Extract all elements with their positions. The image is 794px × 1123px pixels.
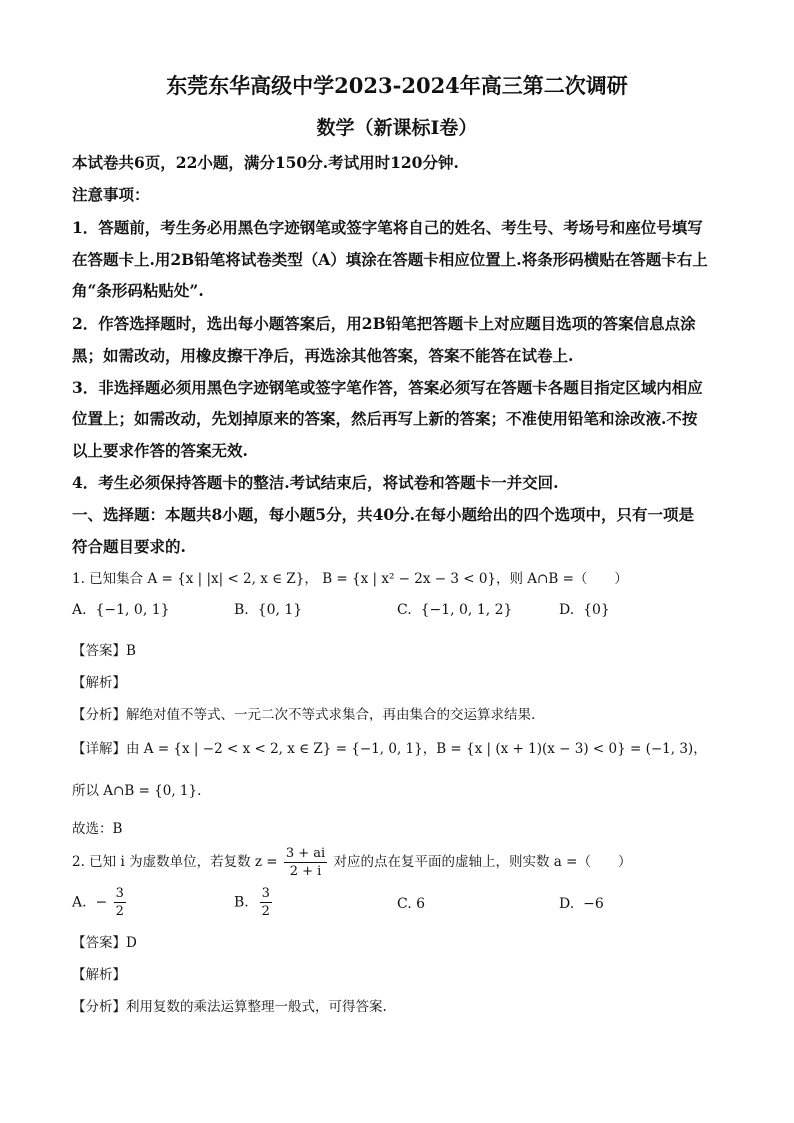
q2-option-b-label: B.: [234, 894, 249, 911]
q2-option-d-value: −6: [583, 896, 604, 912]
q2-fenxi: 【分析】利用复数的乘法运算整理一般式，可得答案.: [72, 999, 387, 1015]
q2-fraction-denominator: 2 + i: [289, 864, 322, 879]
q2-option-a-sign: −: [95, 894, 108, 911]
q2-fraction: [284, 845, 327, 880]
q1-set-b: B = {x | x² − 2x − 3 < 0}: [322, 571, 497, 587]
q2-option-b-denominator: 2: [261, 904, 270, 919]
q1-suffix: ，则 A∩B =（ ）: [496, 571, 628, 587]
q1-option-b: [234, 602, 302, 618]
q2-analysis-tag: 【解析】: [72, 967, 126, 983]
exam-intro: 本试卷共6页，22小题，满分150分.考试用时120分钟.: [72, 153, 459, 172]
q2-option-b-numerator: 3: [261, 886, 270, 901]
q2-option-c: [397, 896, 425, 912]
q2-option-a: [72, 885, 128, 920]
q2-option-a-numerator: 3: [115, 886, 124, 901]
q2-option-c-value: 6: [416, 896, 426, 912]
q2-option-c-label: C.: [397, 896, 412, 912]
notice-heading: 注意事项：: [72, 185, 150, 204]
exam-subtitle: 数学（新课标I卷）: [316, 117, 478, 139]
notice-line: 以上要求作答的答案无效.: [72, 441, 248, 460]
notice-line: 黑；如需改动，用橡皮擦干净后，再选涂其他答案，答案不能答在试卷上.: [72, 346, 574, 365]
question-1-stem: 1. 已知集合 A = {x | |x| < 2, x ∈ Z}， B = {x | x² − 2x − 3 < 0}，则 A∩B =（ ）: [72, 571, 628, 587]
q2-suffix: 对应的点在复平面的虚轴上，则实数 a =（ ）: [333, 854, 632, 870]
q1-answer: 【答案】B: [72, 643, 136, 659]
q1-option-a-label: A.: [72, 602, 87, 618]
q1-option-c-label: C.: [397, 602, 412, 618]
q1-option-b-value: {0, 1}: [257, 602, 303, 618]
notice-line: 位置上；如需改动，先划掉原来的答案，然后再写上新的答案；不准使用铅笔和涂改液.不按: [72, 409, 698, 428]
q1-therefore: 所以 A∩B = {0, 1}.: [72, 783, 202, 799]
notice-line: 在答题卡上.用2B铅笔将试卷类型（A）填涂在答题卡相应位置上.将条形码横贴在答题卡右上: [72, 250, 708, 269]
q2-option-a-fraction: [114, 885, 126, 920]
q2-option-b: [234, 885, 274, 920]
q1-xiangjie: 【详解】由 A = {x | −2 < x < 2, x ∈ Z} = {−1, 0, 1}，B = {x | (x + 1)(x − 3) < 0} = (−1, 3)，: [72, 741, 707, 757]
q2-option-b-fraction: [260, 885, 272, 920]
q1-prefix: 1. 已知集合: [72, 571, 144, 587]
q2-option-a-denominator: 2: [115, 904, 124, 919]
q1-fenxi: 【分析】解绝对值不等式、一元二次不等式求集合，再由集合的交运算求结果.: [72, 707, 536, 723]
notice-line: 2．作答选择题时，选出每小题答案后，用2B铅笔把答题卡上对应题目选项的答案信息点涂: [72, 314, 696, 333]
q2-option-d-label: D.: [559, 896, 575, 912]
q1-option-a-value: {−1, 0, 1}: [95, 602, 170, 618]
q2-prefix: 2. 已知 i 为虚数单位，若复数 z =: [72, 854, 278, 870]
q1-analysis-tag: 【解析】: [72, 675, 126, 691]
q1-option-c: [397, 602, 512, 618]
q2-option-d: [559, 896, 604, 912]
q1-option-b-label: B.: [234, 602, 249, 618]
q1-option-d: [559, 602, 610, 618]
q1-option-a: [72, 602, 170, 618]
q2-option-a-label: A.: [72, 894, 87, 911]
q2-fraction-numerator: 3 + ai: [285, 846, 326, 861]
notice-line: 1．答题前，考生务必用黑色字迹钢笔或签字笔将自己的姓名、考生号、考场号和座位号填写: [72, 218, 703, 237]
exam-title: 东莞东华高级中学2023-2024年高三第二次调研: [166, 73, 628, 98]
section-heading: 一、选择题：本题共8小题，每小题5分，共40分.在每小题给出的四个选项中，只有一项是: [72, 505, 695, 524]
q1-choice: 故选：B: [72, 821, 123, 837]
section-heading-cont: 符合题目要求的.: [72, 537, 186, 556]
q1-set-a: A = {x | |x| < 2, x ∈ Z}: [147, 571, 305, 587]
q1-option-d-label: D.: [559, 602, 575, 618]
notice-line: 角“条形码粘贴处”.: [72, 281, 204, 300]
notice-line: 3．非选择题必须用黑色字迹钢笔或签字笔作答，答案必须写在答题卡各题目指定区域内相应: [72, 378, 703, 397]
q2-answer: 【答案】D: [72, 935, 137, 951]
notice-line: 4．考生必须保持答题卡的整洁.考试结束后，将试卷和答题卡一并交回.: [72, 473, 559, 492]
question-2-stem: [72, 845, 631, 880]
q1-option-d-value: {0}: [583, 602, 610, 618]
q1-option-c-value: {−1, 0, 1, 2}: [420, 602, 513, 618]
